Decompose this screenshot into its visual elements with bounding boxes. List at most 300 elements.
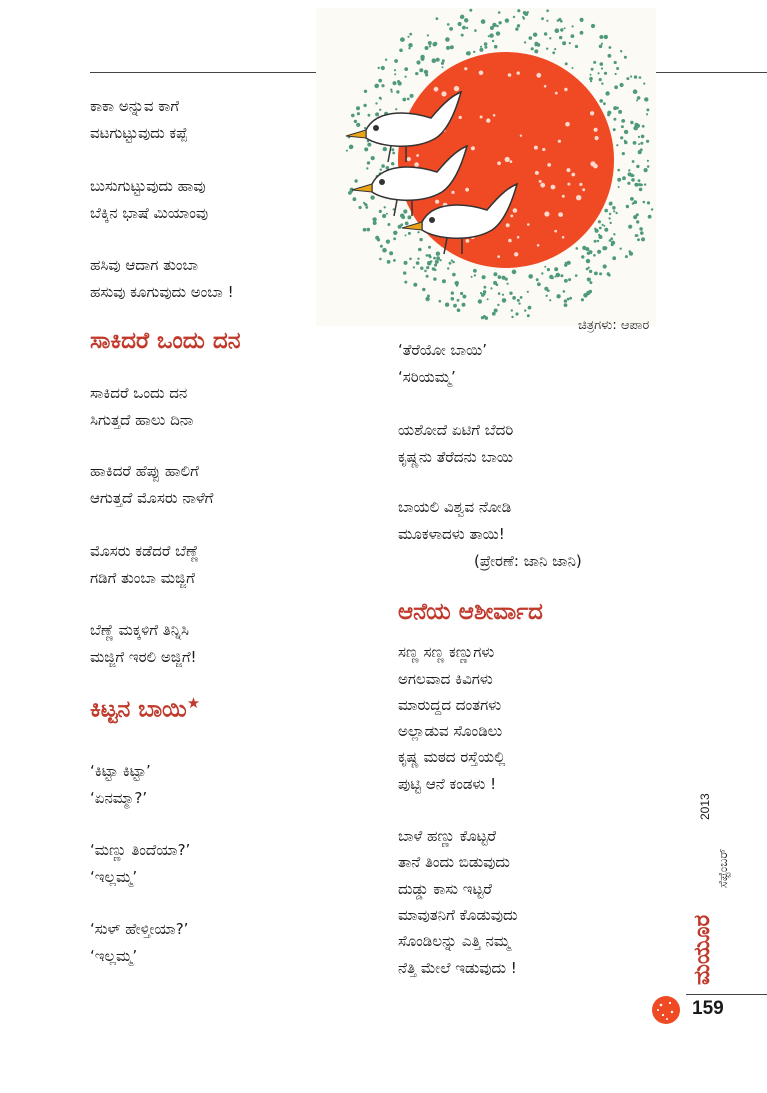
speckle-dot [393, 81, 397, 85]
speckle-dot [428, 41, 432, 45]
speckle-dot [630, 197, 634, 201]
speckle-dot [614, 85, 618, 89]
speckle-dot [394, 69, 396, 71]
speckle-dot [620, 136, 623, 139]
speckle-dot [462, 303, 466, 307]
sun-speckle-dot [479, 71, 484, 76]
poem4-line: ಸಣ್ಣ ಸಣ್ಣ ಕಣ್ಣುಗಳು [398, 643, 495, 661]
speckle-dot [421, 57, 425, 61]
speckle-dot [389, 251, 393, 255]
speckle-dot [546, 9, 549, 12]
sun-speckle-dot [480, 116, 483, 119]
speckle-dot [554, 48, 556, 50]
speckle-dot [531, 47, 534, 50]
speckle-dot [383, 147, 387, 151]
magazine-name: ಮಯೂರ [690, 914, 715, 985]
speckle-dot [603, 264, 607, 268]
speckle-dot [613, 128, 616, 131]
speckle-dot [636, 124, 640, 128]
speckle-dot [353, 197, 357, 201]
speckle-dot [620, 83, 624, 87]
speckle-dot [387, 260, 391, 264]
sun-speckle-dot [506, 223, 510, 227]
speckle-dot [622, 152, 625, 155]
speckle-dot [580, 20, 583, 23]
speckle-dot [380, 98, 382, 100]
speckle-dot [400, 223, 403, 226]
speckle-dot [396, 90, 399, 93]
speckle-dot [494, 309, 498, 313]
speckle-dot [647, 160, 649, 162]
speckle-dot [620, 50, 622, 52]
speckle-dot [451, 291, 454, 294]
sun-speckle-dot [535, 171, 539, 175]
speckle-dot [517, 299, 520, 302]
footnote-star-icon: ★ [186, 694, 201, 712]
sun-speckle-dot [497, 255, 500, 258]
speckle-dot [627, 182, 630, 185]
speckle-dot [375, 102, 377, 104]
speckle-dot [434, 42, 438, 46]
speckle-dot [604, 228, 608, 232]
speckle-dot [390, 89, 392, 91]
speckle-dot [379, 258, 382, 261]
poem4-line: ದುಡ್ಡು ಕಾಸು ಇಟ್ಟರೆ [398, 880, 492, 898]
speckle-dot [351, 114, 355, 118]
poem3-line: ‘ಸುಳ್ ಹೇಳ್ತೀಯಾ?’ [90, 920, 189, 938]
speckle-dot [560, 20, 563, 23]
speckle-dot [439, 259, 441, 261]
speckle-dot [638, 143, 640, 145]
speckle-dot [346, 150, 348, 152]
speckle-dot [603, 225, 605, 227]
speckle-dot [571, 34, 575, 38]
speckle-dot [382, 248, 387, 253]
speckle-dot [633, 141, 637, 145]
speckle-dot [591, 68, 594, 71]
poem2-line: ಸಿಗುತ್ತದೆ ಹಾಲು ದಿನಾ [90, 411, 194, 429]
speckle-dot [365, 204, 368, 207]
speckle-dot [363, 228, 367, 232]
speckle-dot [517, 9, 520, 12]
sun-speckle-dot [547, 163, 551, 167]
speckle-dot [552, 51, 555, 54]
speckle-dot [433, 277, 436, 280]
speckle-dot [385, 59, 387, 61]
speckle-dot [436, 17, 439, 20]
poem1-line: ಹಸಿವು ಆದಾಗ ತುಂಬಾ [90, 256, 199, 274]
speckle-dot [564, 299, 567, 302]
speckle-dot [586, 291, 590, 295]
speckle-dot [432, 267, 435, 270]
sun-speckle-dot [517, 236, 520, 239]
speckle-dot [629, 252, 633, 256]
speckle-dot [492, 40, 494, 42]
speckle-dot [641, 237, 645, 241]
speckle-dot [392, 152, 395, 155]
speckle-dot [604, 72, 607, 75]
speckle-dot [405, 234, 407, 236]
speckle-dot [395, 108, 397, 110]
sun-speckle-dot [465, 188, 469, 192]
speckle-dot [520, 296, 523, 299]
speckle-dot [484, 42, 488, 46]
sun-speckle-dot [508, 239, 512, 243]
speckle-dot [492, 312, 496, 316]
speckle-dot [556, 294, 560, 298]
speckle-dot [589, 77, 593, 81]
page-sun-icon [650, 994, 682, 1026]
speckle-dot [407, 98, 410, 101]
speckle-dot [393, 231, 397, 235]
sun-speckle-dot [520, 135, 522, 137]
speckle-dot [593, 254, 596, 257]
speckle-dot [560, 274, 563, 277]
speckle-dot [445, 303, 449, 307]
speckle-dot [512, 270, 517, 275]
sun-speckle-dot [537, 244, 540, 247]
speckle-dot [398, 81, 402, 85]
speckle-dot [544, 266, 546, 268]
sun-speckle-dot [554, 230, 557, 233]
sun-speckle-dot [510, 160, 513, 163]
sun-speckle-dot [582, 188, 585, 191]
speckle-dot [594, 272, 598, 276]
speckle-dot [560, 28, 563, 31]
speckle-dot [436, 252, 440, 256]
speckle-dot [498, 292, 501, 295]
speckle-dot [647, 201, 650, 204]
speckle-dot [601, 83, 603, 85]
speckle-dot [386, 213, 388, 215]
speckle-dot [386, 166, 390, 170]
speckle-dot [534, 49, 538, 53]
sun-speckle-dot [454, 86, 459, 91]
speckle-dot [564, 279, 568, 283]
speckle-dot [613, 106, 617, 110]
speckle-dot [610, 237, 613, 240]
speckle-dot [572, 25, 574, 27]
poem4-title: ಆನೆಯ ಆಶೀರ್ವಾದ [398, 599, 543, 625]
speckle-dot [449, 27, 453, 31]
speckle-dot [601, 67, 603, 69]
speckle-dot [442, 66, 444, 68]
speckle-dot [636, 99, 638, 101]
speckle-dot [612, 256, 616, 260]
speckle-dot [607, 113, 610, 116]
speckle-dot [480, 46, 482, 48]
speckle-dot [473, 51, 475, 53]
speckle-dot [527, 314, 530, 317]
speckle-dot [481, 293, 485, 297]
speckle-dot [409, 33, 412, 36]
speckle-dot [511, 316, 513, 318]
speckle-dot [604, 247, 607, 250]
speckle-dot [616, 144, 618, 146]
speckle-dot [471, 276, 473, 278]
poem2-line: ಮೊಸರು ಕಡೆದರೆ ಬೆಣ್ಣೆ [90, 542, 200, 560]
speckle-dot [609, 202, 613, 206]
speckle-dot [517, 24, 520, 27]
speckle-dot [576, 247, 579, 250]
speckle-dot [387, 223, 390, 226]
speckle-dot [435, 260, 439, 264]
sun-speckle-dot [544, 211, 549, 216]
speckle-dot [536, 278, 539, 281]
speckle-dot [481, 19, 486, 24]
speckle-dot [457, 308, 461, 312]
speckle-dot [599, 227, 602, 230]
speckle-dot [587, 252, 590, 255]
speckle-dot [625, 255, 628, 258]
speckle-dot [447, 267, 449, 269]
speckle-dot [564, 303, 568, 307]
speckle-dot [481, 316, 484, 319]
poem2-line: ಹಾಕಿದರೆ ಹೆಪ್ಪು ಹಾಲಿಗೆ [90, 462, 199, 480]
sun-speckle-dot [539, 180, 542, 183]
speckle-dot [401, 38, 405, 42]
speckle-dot [502, 276, 506, 280]
speckle-dot [513, 16, 515, 18]
issue-month: ಸೆಪ್ಟೆಂಬರ್ [716, 848, 730, 888]
speckle-dot [575, 274, 578, 277]
speckle-dot [613, 210, 615, 212]
speckle-dot [559, 36, 562, 39]
speckle-dot [460, 16, 463, 19]
speckle-dot [391, 91, 393, 93]
poem3-line: ‘ಕಿಟ್ಟಾ ಕಿಟ್ಟಾ’ [90, 762, 151, 780]
poem4-line: ಅಲ್ಲಾಡುವ ಸೊಂಡಿಲು [398, 722, 503, 740]
speckle-dot [429, 45, 431, 47]
poem4-line: ಕೃಷ್ಣ ಮಠದ ರಸ್ತೆಯಲ್ಲಿ [398, 748, 506, 766]
speckle-dot [555, 28, 560, 33]
speckle-dot [484, 46, 487, 49]
poem3-line: ‘ತೆರೆಯೋ ಬಾಯಿ’ [398, 341, 487, 359]
speckle-dot [417, 231, 419, 233]
speckle-dot [363, 104, 366, 107]
speckle-dot [616, 67, 619, 70]
speckle-dot [618, 110, 622, 114]
speckle-dot [469, 9, 472, 12]
speckle-dot [370, 195, 374, 199]
sun-speckle-dot [435, 200, 439, 204]
speckle-dot [413, 283, 417, 287]
speckle-dot [450, 45, 454, 49]
speckle-dot [408, 43, 412, 47]
speckle-dot [483, 290, 486, 293]
speckle-dot [417, 258, 419, 260]
speckle-dot [544, 287, 548, 291]
poem4-line: ಸೊಂಡಿಲನ್ನು ಎತ್ತಿ ನಮ್ಮ [398, 932, 511, 950]
speckle-dot [410, 94, 414, 98]
sun-speckle-dot [508, 73, 512, 77]
speckle-dot [408, 47, 410, 49]
speckle-dot [595, 229, 599, 233]
speckle-dot [527, 291, 529, 293]
speckle-dot [426, 266, 429, 269]
speckle-dot [409, 258, 412, 261]
speckle-dot [590, 74, 592, 76]
speckle-dot [429, 256, 432, 259]
speckle-dot [433, 257, 436, 260]
sun-speckle-dot [416, 154, 419, 157]
sun-speckle-dot [542, 148, 545, 151]
speckle-dot [581, 255, 584, 258]
speckle-dot [512, 296, 516, 300]
poem1-line: ಕಾಕಾ ಅನ್ನುವ ಕಾಗೆ [90, 97, 180, 115]
speckle-dot [537, 282, 541, 286]
speckle-dot [608, 274, 611, 277]
poem4-line: ಬಾಳೆ ಹಣ್ಣು ಕೊಟ್ಟರೆ [398, 827, 497, 845]
speckle-dot [586, 259, 590, 263]
poem3-line: ‘ಏನಮ್ಮಾ?’ [90, 789, 148, 807]
speckle-dot [404, 281, 407, 284]
speckle-dot [541, 17, 544, 20]
sun-speckle-dot [434, 87, 439, 92]
speckle-dot [646, 140, 649, 143]
speckle-dot [528, 306, 532, 310]
speckle-dot [597, 240, 599, 242]
speckle-dot [453, 304, 457, 308]
speckle-dot [378, 67, 380, 69]
speckle-dot [604, 209, 608, 213]
speckle-dot [509, 292, 512, 295]
speckle-dot [364, 147, 368, 151]
speckle-dot [380, 245, 383, 248]
speckle-dot [393, 237, 396, 240]
poem4-line: ಮಾರುದ್ದದ ದಂತಗಳು [398, 696, 502, 714]
speckle-dot [640, 148, 643, 151]
speckle-dot [408, 232, 411, 235]
speckle-dot [644, 97, 648, 101]
speckle-dot [556, 273, 561, 278]
speckle-dot [487, 298, 489, 300]
speckle-dot [432, 58, 437, 63]
sun-speckle-dot [441, 91, 446, 96]
speckle-dot [641, 135, 645, 139]
speckle-dot [473, 269, 477, 273]
speckle-dot [461, 34, 464, 37]
speckle-dot [357, 112, 360, 115]
speckle-dot [638, 183, 641, 186]
sun-speckle-dot [567, 183, 570, 186]
speckle-dot [567, 298, 570, 301]
speckle-dot [364, 90, 367, 93]
speckle-dot [434, 263, 437, 266]
sun-speckle-dot [540, 183, 545, 188]
speckle-dot [482, 275, 486, 279]
poem4-line: ಮಾವುತನಿಗೆ ಕೊಡುವುದು [398, 906, 518, 924]
speckle-dot [608, 54, 612, 58]
speckle-dot [402, 98, 406, 102]
speckle-dot [405, 222, 409, 226]
speckle-dot [464, 18, 468, 22]
speckle-dot [615, 73, 617, 75]
speckle-dot [622, 176, 626, 180]
speckle-dot [379, 109, 381, 111]
speckle-dot [372, 217, 376, 221]
speckle-dot [569, 297, 572, 300]
speckle-dot [422, 288, 425, 291]
speckle-dot [568, 278, 571, 281]
poem3-inspiration: (ಪ್ರೇರಣೆ: ಜಾನಿ ಜಾನಿ) [474, 552, 582, 570]
sun-speckle-dot [486, 118, 490, 122]
speckle-dot [630, 121, 633, 124]
speckle-dot [367, 161, 370, 164]
sun-speckle-dot [579, 183, 582, 186]
speckle-dot [546, 20, 548, 22]
speckle-dot [599, 78, 602, 81]
speckle-dot [416, 261, 420, 265]
speckle-dot [572, 67, 574, 69]
speckle-dot [549, 275, 553, 279]
speckle-dot [404, 67, 408, 71]
speckle-dot [502, 294, 504, 296]
speckle-dot [418, 248, 422, 252]
speckle-dot [617, 178, 621, 182]
sun-speckle-dot [505, 157, 510, 162]
speckle-dot [439, 300, 442, 303]
speckle-dot [466, 52, 469, 55]
speckle-dot [632, 160, 635, 163]
speckle-dot [636, 220, 639, 223]
speckle-dot [381, 164, 385, 168]
speckle-dot [605, 91, 609, 95]
poem2-line: ಗಡಿಗೆ ತುಂಬಾ ಮಜ್ಜಿಗೆ [90, 569, 195, 587]
sun-speckle-dot [497, 161, 501, 165]
speckle-dot [379, 210, 382, 213]
poem3-line: ‘ಇಲ್ಲಮ್ಮ’ [90, 868, 138, 886]
speckle-dot [488, 35, 490, 37]
sun-speckle-dot [527, 223, 530, 226]
speckle-dot [430, 260, 432, 262]
sun-speckle-dot [510, 215, 513, 218]
speckle-dot [419, 68, 423, 72]
speckle-dot [359, 206, 362, 209]
speckle-dot [597, 250, 601, 254]
speckle-dot [474, 274, 476, 276]
speckle-dot [593, 61, 596, 64]
speckle-dot [598, 72, 600, 74]
sun-speckle-dot [414, 162, 419, 167]
speckle-dot [604, 35, 608, 39]
speckle-dot [613, 118, 616, 121]
poem3-line: ‘ಇಲ್ಲಮ್ಮ’ [90, 947, 138, 965]
poem4-line: ತಾನೆ ತಿಂದು ಬಿಡುವುದು [398, 853, 510, 871]
speckle-dot [365, 206, 368, 209]
sun-speckle-dot [558, 140, 561, 143]
sun-speckle-dot [544, 85, 547, 88]
speckle-dot [639, 188, 643, 192]
poem2-line: ಸಾಕಿದರೆ ಒಂದು ದನ [90, 384, 188, 402]
speckle-dot [502, 298, 507, 303]
speckle-dot [634, 183, 638, 187]
speckle-dot [451, 259, 453, 261]
speckle-dot [377, 238, 380, 241]
speckle-dot [628, 169, 630, 171]
speckle-dot [637, 238, 640, 241]
sun-speckle-dot [590, 111, 594, 115]
speckle-dot [424, 70, 428, 74]
speckle-dot [547, 268, 550, 271]
speckle-dot [630, 75, 632, 77]
poem2-line: ಮಜ್ಜಿಗೆ ಇರಲಿ ಅಜ್ಜಿಗೆ! [90, 648, 197, 666]
speckle-dot [402, 215, 406, 219]
speckle-dot [498, 275, 502, 279]
sun-speckle-dot [558, 212, 563, 217]
speckle-dot [424, 270, 427, 273]
speckle-dot [458, 22, 462, 26]
